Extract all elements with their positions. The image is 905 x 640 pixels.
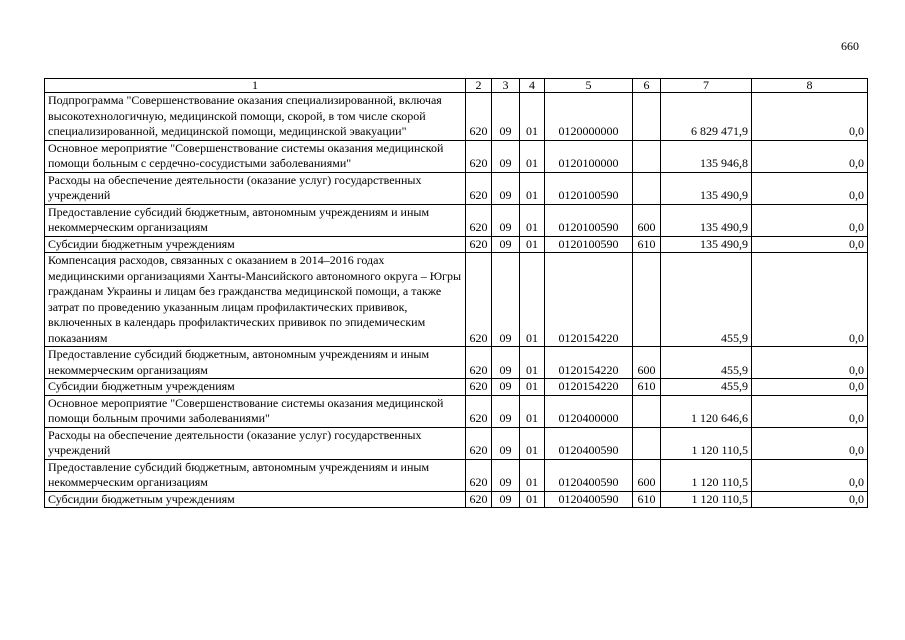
code-subsection: 01 bbox=[520, 395, 545, 427]
code-subsection: 01 bbox=[520, 93, 545, 141]
amount: 455,9 bbox=[661, 347, 752, 379]
code-expense-type: 610 bbox=[633, 379, 661, 396]
code-expense-type: 600 bbox=[633, 347, 661, 379]
table-row bbox=[45, 140, 868, 172]
code-target: 0120100590 bbox=[545, 172, 633, 204]
code-section: 09 bbox=[492, 459, 520, 491]
table-row bbox=[45, 427, 868, 459]
row-name: Расходы на обеспечение деятельности (оказание услуг) государственных учреждений bbox=[45, 172, 466, 204]
code-expense-type bbox=[633, 140, 661, 172]
code-admin: 620 bbox=[466, 236, 492, 253]
amount-2: 0,0 bbox=[752, 427, 868, 459]
amount-2: 0,0 bbox=[752, 459, 868, 491]
row-name: Субсидии бюджетным учреждениям bbox=[45, 491, 466, 508]
code-target: 0120100000 bbox=[545, 140, 633, 172]
code-admin: 620 bbox=[466, 427, 492, 459]
amount-2: 0,0 bbox=[752, 395, 868, 427]
row-name: Субсидии бюджетным учреждениям bbox=[45, 379, 466, 396]
code-expense-type: 610 bbox=[633, 236, 661, 253]
code-expense-type bbox=[633, 253, 661, 347]
code-target: 0120400590 bbox=[545, 427, 633, 459]
header-row bbox=[45, 79, 868, 93]
col-header-2: 2 bbox=[466, 79, 492, 93]
code-admin: 620 bbox=[466, 93, 492, 141]
budget-table bbox=[44, 78, 868, 508]
row-name: Предоставление субсидий бюджетным, автономным учреждениям и иным некоммерческим организациям bbox=[45, 459, 466, 491]
code-subsection: 01 bbox=[520, 427, 545, 459]
amount-2: 0,0 bbox=[752, 140, 868, 172]
code-expense-type: 600 bbox=[633, 204, 661, 236]
amount-2: 0,0 bbox=[752, 253, 868, 347]
amount: 455,9 bbox=[661, 379, 752, 396]
code-target: 0120154220 bbox=[545, 253, 633, 347]
code-subsection: 01 bbox=[520, 140, 545, 172]
amount-2: 0,0 bbox=[752, 204, 868, 236]
amount: 455,9 bbox=[661, 253, 752, 347]
code-section: 09 bbox=[492, 172, 520, 204]
amount-2: 0,0 bbox=[752, 236, 868, 253]
code-admin: 620 bbox=[466, 379, 492, 396]
code-subsection: 01 bbox=[520, 379, 545, 396]
row-name: Основное мероприятие "Совершенствование системы оказания медицинской помощи больным прочими заболеваниями" bbox=[45, 395, 466, 427]
row-name: Предоставление субсидий бюджетным, автономным учреждениям и иным некоммерческим организациям bbox=[45, 347, 466, 379]
amount: 1 120 110,5 bbox=[661, 491, 752, 508]
amount: 1 120 110,5 bbox=[661, 459, 752, 491]
amount: 1 120 646,6 bbox=[661, 395, 752, 427]
code-subsection: 01 bbox=[520, 172, 545, 204]
amount-2: 0,0 bbox=[752, 93, 868, 141]
code-target: 0120400590 bbox=[545, 491, 633, 508]
row-name: Расходы на обеспечение деятельности (оказание услуг) государственных учреждений bbox=[45, 427, 466, 459]
code-subsection: 01 bbox=[520, 253, 545, 347]
code-section: 09 bbox=[492, 491, 520, 508]
row-name: Субсидии бюджетным учреждениям bbox=[45, 236, 466, 253]
code-section: 09 bbox=[492, 236, 520, 253]
code-expense-type bbox=[633, 93, 661, 141]
amount: 1 120 110,5 bbox=[661, 427, 752, 459]
col-header-5: 5 bbox=[545, 79, 633, 93]
page-number: 660 bbox=[841, 39, 859, 53]
amount-2: 0,0 bbox=[752, 491, 868, 508]
code-section: 09 bbox=[492, 379, 520, 396]
amount: 135 490,9 bbox=[661, 204, 752, 236]
amount-2: 0,0 bbox=[752, 379, 868, 396]
row-name: Основное мероприятие "Совершенствование системы оказания медицинской помощи больным с сердечно-сосудистыми заболеваниями" bbox=[45, 140, 466, 172]
code-target: 0120100590 bbox=[545, 236, 633, 253]
code-admin: 620 bbox=[466, 140, 492, 172]
table-row bbox=[45, 395, 868, 427]
amount: 135 490,9 bbox=[661, 172, 752, 204]
code-admin: 620 bbox=[466, 172, 492, 204]
code-section: 09 bbox=[492, 140, 520, 172]
table-row bbox=[45, 491, 868, 508]
table-row bbox=[45, 253, 868, 347]
code-section: 09 bbox=[492, 204, 520, 236]
code-subsection: 01 bbox=[520, 491, 545, 508]
code-admin: 620 bbox=[466, 347, 492, 379]
table-row bbox=[45, 93, 868, 141]
amount-2: 0,0 bbox=[752, 172, 868, 204]
amount: 135 490,9 bbox=[661, 236, 752, 253]
col-header-6: 6 bbox=[633, 79, 661, 93]
table-row bbox=[45, 379, 868, 396]
col-header-8: 8 bbox=[752, 79, 868, 93]
code-subsection: 01 bbox=[520, 347, 545, 379]
table-row bbox=[45, 347, 868, 379]
table-row bbox=[45, 236, 868, 253]
code-target: 0120400590 bbox=[545, 459, 633, 491]
amount-2: 0,0 bbox=[752, 347, 868, 379]
code-section: 09 bbox=[492, 253, 520, 347]
row-name: Компенсация расходов, связанных с оказанием в 2014–2016 годах медицинскими организациями Ханты-Мансийского автономного округа – Югры гражданам Украины и лицам без гражданства медицинской помощи, а также затрат по проведению указанным лицам профилактических прививок, включенных в календарь профилактических прививок по эпидемическим показаниям bbox=[45, 253, 466, 347]
code-expense-type bbox=[633, 172, 661, 204]
table-row bbox=[45, 172, 868, 204]
code-expense-type bbox=[633, 427, 661, 459]
code-target: 0120000000 bbox=[545, 93, 633, 141]
code-admin: 620 bbox=[466, 253, 492, 347]
code-section: 09 bbox=[492, 427, 520, 459]
amount: 135 946,8 bbox=[661, 140, 752, 172]
code-subsection: 01 bbox=[520, 459, 545, 491]
table-row bbox=[45, 204, 868, 236]
code-expense-type bbox=[633, 395, 661, 427]
code-target: 0120100590 bbox=[545, 204, 633, 236]
table-row bbox=[45, 459, 868, 491]
code-section: 09 bbox=[492, 347, 520, 379]
code-admin: 620 bbox=[466, 395, 492, 427]
row-name: Подпрограмма "Совершенствование оказания специализированной, включая высокотехнологичную, медицинской помощи, скорой, в том числе скорой специализированной, медицинской помощи, медицинской эвакуации" bbox=[45, 93, 466, 141]
amount: 6 829 471,9 bbox=[661, 93, 752, 141]
col-header-1: 1 bbox=[45, 79, 466, 93]
col-header-7: 7 bbox=[661, 79, 752, 93]
code-section: 09 bbox=[492, 395, 520, 427]
code-expense-type: 610 bbox=[633, 491, 661, 508]
code-subsection: 01 bbox=[520, 204, 545, 236]
col-header-4: 4 bbox=[520, 79, 545, 93]
col-header-3: 3 bbox=[492, 79, 520, 93]
code-target: 0120154220 bbox=[545, 379, 633, 396]
code-admin: 620 bbox=[466, 204, 492, 236]
code-target: 0120400000 bbox=[545, 395, 633, 427]
code-expense-type: 600 bbox=[633, 459, 661, 491]
row-name: Предоставление субсидий бюджетным, автономным учреждениям и иным некоммерческим организациям bbox=[45, 204, 466, 236]
code-subsection: 01 bbox=[520, 236, 545, 253]
code-admin: 620 bbox=[466, 491, 492, 508]
code-section: 09 bbox=[492, 93, 520, 141]
code-admin: 620 bbox=[466, 459, 492, 491]
code-target: 0120154220 bbox=[545, 347, 633, 379]
